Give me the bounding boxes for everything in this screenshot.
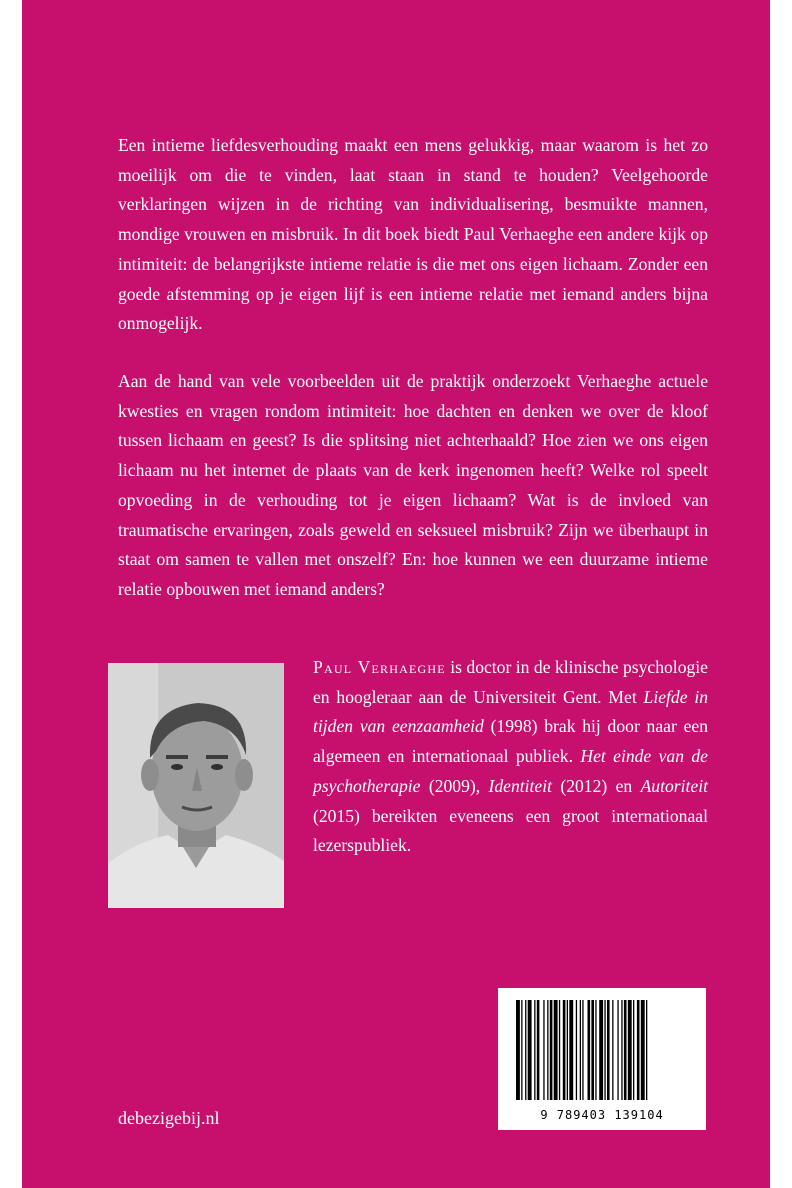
barcode-bar [554, 1000, 558, 1100]
barcode-bar [543, 1000, 544, 1100]
barcode-bar [516, 1000, 520, 1100]
barcode-bar [525, 1000, 526, 1100]
barcode-bar [624, 1000, 627, 1100]
barcode-bar [633, 1000, 634, 1100]
publisher-website: debezigebij.nl [118, 1108, 220, 1128]
book-title-2: Het einde van de psychotherapie [313, 746, 708, 796]
barcode [498, 988, 706, 1130]
barcode-bar [559, 1000, 560, 1100]
barcode-bar [641, 1000, 645, 1100]
bio-text-1: is doctor in de klinische psychologie en hoogleraar aan de Universiteit Gent. Met [313, 657, 708, 707]
bio-text-2: (1998) brak hij door naar een algemeen en internationaal publiek. [313, 716, 708, 767]
barcode-bar [628, 1000, 632, 1100]
barcode-bar [621, 1000, 622, 1100]
barcode-bar [591, 1000, 594, 1100]
book-title-3: Identiteit [488, 775, 553, 796]
bio-text-5: (2015) bereikten eveneens een groot internationaal lezerspubliek. [313, 805, 708, 856]
barcode-bar [567, 1000, 568, 1100]
book-title-1: Liefde in tijden van eenzaamheid [313, 686, 709, 737]
barcode-bar [612, 1000, 613, 1100]
barcode-bars [498, 988, 706, 1108]
barcode-bar [604, 1000, 605, 1100]
book-title-4: Autoriteit [640, 775, 708, 796]
barcode-bar [595, 1000, 596, 1100]
barcode-bar [576, 1000, 577, 1100]
barcode-bar [580, 1000, 581, 1100]
barcode-bar [521, 1000, 522, 1100]
author-photo [108, 663, 284, 908]
author-bio [313, 653, 708, 861]
author-name: Paul Verhaeghe [313, 657, 446, 677]
barcode-bar [588, 1000, 591, 1100]
barcode-bar [617, 1000, 618, 1100]
barcode-bar [550, 1000, 553, 1100]
barcode-bar [528, 1000, 532, 1100]
blurb-paragraph-1: Een intieme liefdesverhouding maakt een mens gelukkig, maar waarom is het zo moeilijk om die te vinden, laat staan in stand te houden? Veelgehoorde verklaringen wijzen in de richting van individualisering, besmuikte mannen, mondige vrouwen en misbruik. In dit boek biedt Paul Verhaeghe een andere kijk op intimiteit: de belangrijkste intieme relatie is die met ons eigen lichaam. Zonder een goede afstemming op je eigen lijf is een intieme relatie met iemand anders bijna onmogelijk. [118, 135, 708, 334]
barcode-bar [646, 1000, 647, 1100]
barcode-bar [637, 1000, 640, 1100]
isbn-number: 9 789403 139104 [540, 1108, 664, 1122]
barcode-bar [607, 1000, 610, 1100]
barcode-bar [599, 1000, 603, 1100]
barcode-bar [534, 1000, 535, 1100]
barcode-bar [537, 1000, 540, 1100]
barcode-bar [547, 1000, 548, 1100]
blurb-paragraph-2: Aan de hand van vele voorbeelden uit de praktijk onderzoekt Verhaeghe actuele kwesties en vragen rondom intimiteit: hoe dachten en denken we over de kloof tussen lichaam en geest? Is die splitsing niet achterhaald? Hoe zien we ons eigen lichaam nu het internet de plaats van de kerk ingenomen heeft? Welke rol speelt opvoeding in de verhouding tot je eigen lichaam? Wat is de invloed van traumatische ervaringen, zoals geweld en seksueel misbruik? Zijn we überhaupt in staat om samen te vallen met onszelf? En: hoe kunnen we een duurzame intieme relatie opbouwen met iemand anders? [118, 371, 708, 599]
barcode-bar [582, 1000, 583, 1100]
bio-text-4: (2012) en [552, 775, 641, 796]
barcode-bar [569, 1000, 573, 1100]
barcode-bar [563, 1000, 566, 1100]
back-cover [22, 0, 770, 1188]
bio-text-3: (2009), [420, 775, 489, 796]
